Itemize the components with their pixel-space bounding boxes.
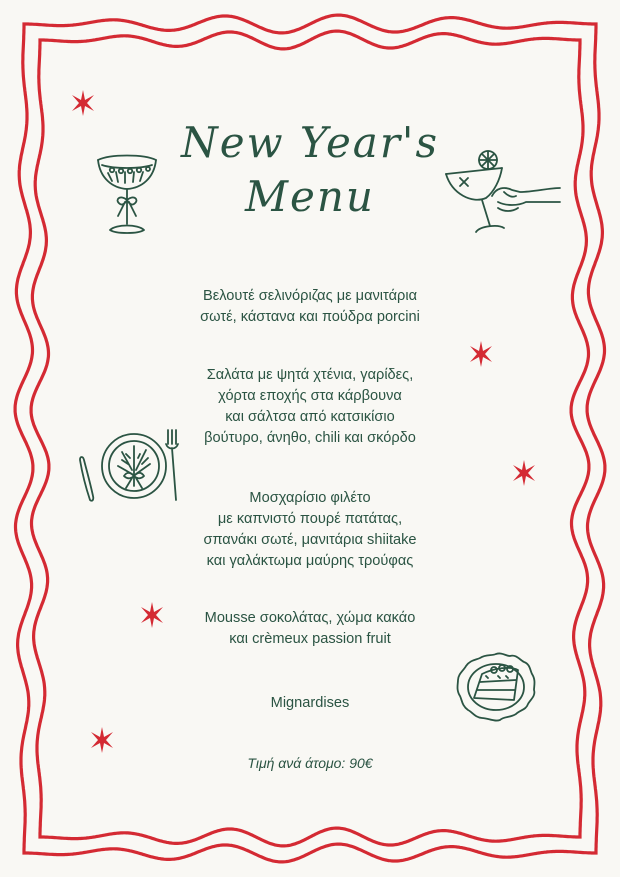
course-dessert [110, 608, 510, 650]
course-line: με καπνιστό πουρέ πατάτας, [217, 511, 403, 527]
course-line: και crèmeux passion fruit [229, 631, 391, 647]
cocktail-hand-icon [442, 146, 564, 242]
course-line: Mignardises [270, 695, 350, 711]
course-line: Mousse σοκολάτας, χώμα κακάο [204, 610, 416, 626]
menu-title-line2: Menu [245, 172, 375, 221]
course-line: βούτυρο, άνηθο, chili και σκόρδο [204, 430, 416, 446]
menu-title-line1: New Year's [180, 118, 440, 167]
sparkle-icon [137, 600, 167, 630]
sparkle-icon [87, 725, 117, 755]
sparkle-icon [509, 458, 539, 488]
course-line: χόρτα εποχής στα κάρβουνα [218, 388, 402, 404]
course-line: και σάλτσα από κατσικίσιο [225, 409, 395, 425]
sparkle-icon [466, 339, 496, 369]
course-mignardises [110, 693, 510, 714]
course-line: Σαλάτα με ψητά χτένια, γαρίδες, [206, 367, 414, 383]
course-line: Βελουτέ σελινόριζας με μανιτάρια [202, 288, 418, 304]
plate-cutlery-icon [76, 424, 192, 504]
course-line: και γαλάκτωμα μαύρης τρούφας [206, 553, 414, 569]
sparkle-icon [68, 88, 98, 118]
course-line: σωτέ, κάστανα και πούδρα porcini [200, 309, 420, 325]
cake-plate-icon [454, 650, 538, 724]
course-line: Μοσχαρίσιο φιλέτο [249, 490, 371, 506]
course-starter [110, 286, 510, 328]
course-line: σπανάκι σωτέ, μανιτάρια shiitake [203, 532, 417, 548]
price-per-person: Τιμή ανά άτομο: 90€ [247, 755, 373, 771]
champagne-coupe-icon [92, 150, 162, 242]
